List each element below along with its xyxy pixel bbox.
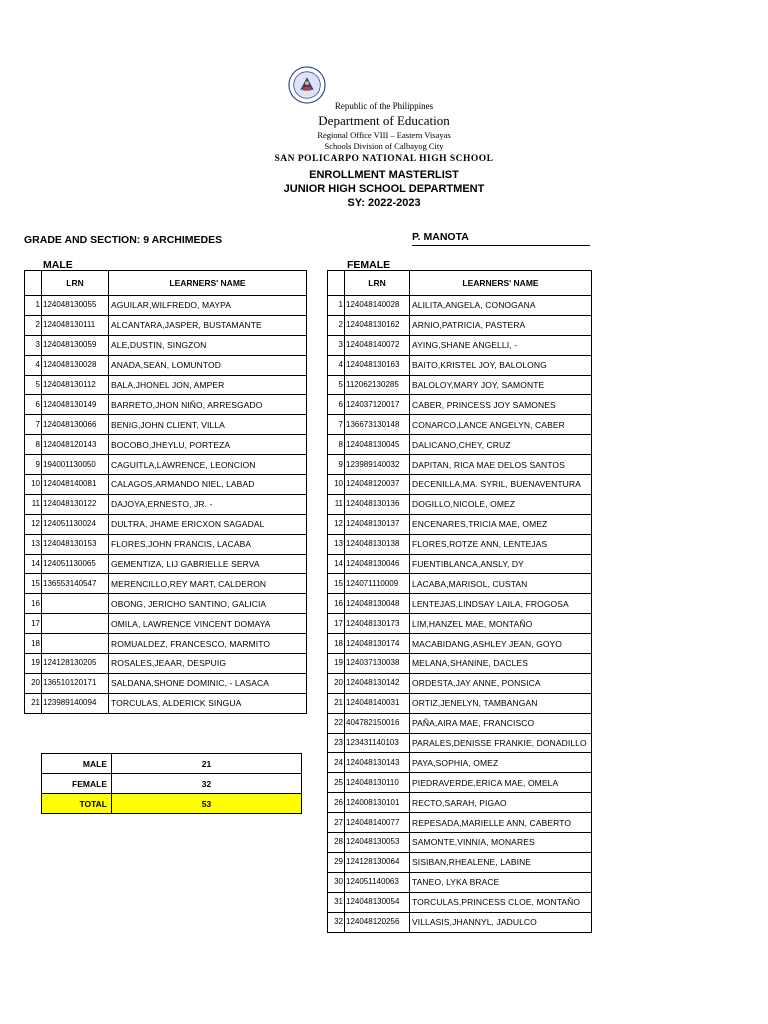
row-number: 8 — [328, 435, 345, 455]
row-number: 10 — [25, 475, 42, 495]
table-row — [25, 534, 307, 554]
row-number: 31 — [328, 892, 345, 912]
row-number: 22 — [328, 713, 345, 733]
table-row — [25, 574, 307, 594]
row-name: ENCENARES,TRICIA MAE, OMEZ — [410, 514, 592, 534]
row-number: 17 — [328, 614, 345, 634]
row-number: 20 — [25, 673, 42, 693]
name-header: LEARNERS' NAME — [109, 271, 307, 296]
row-number: 18 — [25, 634, 42, 654]
row-lrn: 124048140081 — [42, 475, 109, 495]
table-row — [328, 574, 592, 594]
row-lrn: 136510120171 — [42, 673, 109, 693]
table-row — [328, 375, 592, 395]
row-lrn: 124048130137 — [345, 514, 410, 534]
row-number: 11 — [328, 494, 345, 514]
table-row — [25, 335, 307, 355]
row-lrn: 124048130174 — [345, 634, 410, 654]
row-number: 4 — [328, 355, 345, 375]
row-name: ALE,DUSTIN, SINGZON — [109, 335, 307, 355]
row-name: ALILITA,ANGELA, CONOGANA — [410, 296, 592, 316]
table-row — [25, 673, 307, 693]
table-row — [328, 693, 592, 713]
row-number: 5 — [25, 375, 42, 395]
table-row — [328, 654, 592, 674]
row-name: OMILA, LAWRENCE VINCENT DOMAYA — [109, 614, 307, 634]
table-row — [25, 614, 307, 634]
row-number: 12 — [25, 514, 42, 534]
row-number: 7 — [25, 415, 42, 435]
row-name: TANEO, LYKA BRACE — [410, 872, 592, 892]
row-name: ANADA,SEAN, LOMUNTOD — [109, 355, 307, 375]
row-lrn: 124048140077 — [345, 813, 410, 833]
row-lrn: 136553140547 — [42, 574, 109, 594]
table-row — [25, 514, 307, 534]
row-name: LIM,HANZEL MAE, MONTAÑO — [410, 614, 592, 634]
male-count-label: MALE — [42, 754, 112, 774]
row-name: FUENTIBLANCA,ANSLY, DY — [410, 554, 592, 574]
row-lrn: 404782150016 — [345, 713, 410, 733]
row-name: CABER, PRINCESS JOY SAMONES — [410, 395, 592, 415]
row-lrn: 124048130028 — [42, 355, 109, 375]
row-number: 32 — [328, 912, 345, 932]
row-lrn: 124051130065 — [42, 554, 109, 574]
row-lrn: 123989140032 — [345, 455, 410, 475]
table-row — [25, 355, 307, 375]
deped-seal-icon — [288, 66, 326, 104]
row-number: 27 — [328, 813, 345, 833]
row-name: BAITO,KRISTEL JOY, BALOLONG — [410, 355, 592, 375]
table-header-row — [328, 271, 592, 296]
division-line: Schools Division of Calbayog City — [324, 141, 444, 151]
row-name: BENIG,JOHN CLIENT, VILLA — [109, 415, 307, 435]
row-lrn: 124048130059 — [42, 335, 109, 355]
row-name: LACABA,MARISOL, CUSTAN — [410, 574, 592, 594]
row-lrn: 124048130122 — [42, 494, 109, 514]
table-row — [328, 852, 592, 872]
table-row — [25, 375, 307, 395]
row-name: AYING,SHANE ANGELLI, - — [410, 335, 592, 355]
row-number: 3 — [328, 335, 345, 355]
row-name: FLORES,ROTZE ANN, LENTEJAS — [410, 534, 592, 554]
row-lrn: 123989140094 — [42, 693, 109, 713]
row-name: BALOLOY,MARY JOY, SAMONTE — [410, 375, 592, 395]
row-number: 14 — [25, 554, 42, 574]
row-number: 13 — [25, 534, 42, 554]
row-name: ALCANTARA,JASPER, BUSTAMANTE — [109, 315, 307, 335]
row-lrn: 124048130153 — [42, 534, 109, 554]
row-name: CALAGOS,ARMANDO NIEL, LABAD — [109, 475, 307, 495]
row-name: DOGILLO,NICOLE, OMEZ — [410, 494, 592, 514]
republic-line: Republic of the Philippines — [334, 101, 434, 111]
row-lrn: 124048130048 — [345, 594, 410, 614]
row-name: ROMUALDEZ, FRANCESCO, MARMITO — [109, 634, 307, 654]
row-number: 16 — [328, 594, 345, 614]
table-row — [328, 494, 592, 514]
row-lrn: 124048130143 — [345, 753, 410, 773]
table-row — [328, 355, 592, 375]
male-heading: MALE — [43, 259, 73, 271]
row-lrn: 124048130053 — [345, 833, 410, 853]
row-name: ORDESTA,JAY ANNE, PONSICA — [410, 673, 592, 693]
table-row — [328, 753, 592, 773]
row-lrn: 124051130024 — [42, 514, 109, 534]
row-lrn: 124128130064 — [345, 852, 410, 872]
row-name: BARRETO,JHON NIÑO, ARRESGADO — [109, 395, 307, 415]
table-row — [25, 693, 307, 713]
row-name: AGUILAR,WILFREDO, MAYPA — [109, 296, 307, 316]
table-row — [328, 634, 592, 654]
row-name: TORCULAS,PRINCESS CLOE, MONTAÑO — [410, 892, 592, 912]
row-name: DECENILLA,MA. SYRIL, BUENAVENTURA — [410, 475, 592, 495]
row-number: 17 — [25, 614, 42, 634]
row-lrn: 124048130112 — [42, 375, 109, 395]
row-number: 5 — [328, 375, 345, 395]
row-number: 29 — [328, 852, 345, 872]
row-lrn: 124037130038 — [345, 654, 410, 674]
row-lrn: 124037120017 — [345, 395, 410, 415]
row-name: MACABIDANG,ASHLEY JEAN, GOYO — [410, 634, 592, 654]
table-row — [328, 514, 592, 534]
row-name: ARNIO,PATRICIA, PASTERA — [410, 315, 592, 335]
row-lrn: 124048130138 — [345, 534, 410, 554]
table-row — [25, 455, 307, 475]
row-lrn: 124048120256 — [345, 912, 410, 932]
table-row — [328, 455, 592, 475]
table-row — [328, 793, 592, 813]
row-number: 25 — [328, 773, 345, 793]
table-row — [328, 773, 592, 793]
row-number: 18 — [328, 634, 345, 654]
row-number: 1 — [25, 296, 42, 316]
row-lrn: 123431140103 — [345, 733, 410, 753]
table-row — [25, 634, 307, 654]
table-row — [328, 296, 592, 316]
row-number: 9 — [25, 455, 42, 475]
lrn-header: LRN — [42, 271, 109, 296]
row-name: DAJOYA,ERNESTO, JR. - — [109, 494, 307, 514]
row-lrn — [42, 614, 109, 634]
row-number: 21 — [328, 693, 345, 713]
table-row — [25, 475, 307, 495]
row-name: OBONG, JERICHO SANTINO, GALICIA — [109, 594, 307, 614]
table-row — [25, 594, 307, 614]
row-lrn: 124048130149 — [42, 395, 109, 415]
row-number: 15 — [328, 574, 345, 594]
row-number: 12 — [328, 514, 345, 534]
row-lrn: 124048130163 — [345, 355, 410, 375]
table-row — [328, 534, 592, 554]
table-row — [328, 733, 592, 753]
row-lrn: 112062130285 — [345, 375, 410, 395]
region-line: Regional Office VIII – Eastern Visayas — [317, 130, 451, 140]
row-lrn: 124048130055 — [42, 296, 109, 316]
row-number: 2 — [328, 315, 345, 335]
row-lrn: 124051140063 — [345, 872, 410, 892]
row-number: 13 — [328, 534, 345, 554]
row-number: 28 — [328, 833, 345, 853]
row-number: 19 — [328, 654, 345, 674]
row-lrn: 124048130045 — [345, 435, 410, 455]
table-row — [25, 654, 307, 674]
row-lrn — [42, 594, 109, 614]
table-row — [328, 673, 592, 693]
department-line: Department of Education — [318, 113, 450, 128]
row-number: 26 — [328, 793, 345, 813]
row-name: SALDANA,SHONE DOMINIC, - LASACA — [109, 673, 307, 693]
table-row — [328, 614, 592, 634]
row-name: PARALES,DENISSE FRANKIE, DONADILLO — [410, 733, 592, 753]
summary-row-total — [42, 794, 302, 814]
row-lrn: 124048130111 — [42, 315, 109, 335]
row-lrn: 124048130136 — [345, 494, 410, 514]
table-row — [328, 813, 592, 833]
table-row — [25, 494, 307, 514]
row-name: DAPITAN, RICA MAE DELOS SANTOS — [410, 455, 592, 475]
male-count-value: 21 — [112, 754, 302, 774]
row-name: FLORES,JOHN FRANCIS, LACABA — [109, 534, 307, 554]
row-number: 6 — [25, 395, 42, 415]
table-row — [328, 475, 592, 495]
row-lrn: 124048140031 — [345, 693, 410, 713]
row-number: 21 — [25, 693, 42, 713]
row-name: GEMENTIZA, LIJ GABRIELLE SERVA — [109, 554, 307, 574]
male-table — [24, 270, 307, 714]
row-name: DULTRA, JHAME ERICXON SAGADAL — [109, 514, 307, 534]
row-name: MERENCILLO,REY MART, CALDERON — [109, 574, 307, 594]
row-number: 6 — [328, 395, 345, 415]
name-header: LEARNERS' NAME — [410, 271, 592, 296]
row-name: SISIBAN,RHEALENE, LABINE — [410, 852, 592, 872]
row-lrn: 124048140028 — [345, 296, 410, 316]
row-number: 23 — [328, 733, 345, 753]
row-lrn: 124128130205 — [42, 654, 109, 674]
row-number: 16 — [25, 594, 42, 614]
table-row — [328, 872, 592, 892]
table-row — [328, 912, 592, 932]
table-row — [328, 435, 592, 455]
table-row — [25, 415, 307, 435]
table-row — [328, 335, 592, 355]
table-row — [328, 395, 592, 415]
row-name: TORCULAS, ALDERICK SINGUA — [109, 693, 307, 713]
row-name: ORTIZ,JENELYN, TAMBANGAN — [410, 693, 592, 713]
row-name: LENTEJAS,LINDSAY LAILA, FROGOSA — [410, 594, 592, 614]
row-number: 3 — [25, 335, 42, 355]
summary-table — [41, 753, 302, 814]
table-row — [328, 415, 592, 435]
row-lrn: 136673130148 — [345, 415, 410, 435]
row-name: DALICANO,CHEY, CRUZ — [410, 435, 592, 455]
adviser-name: P. MANOTA — [412, 231, 590, 246]
row-number: 24 — [328, 753, 345, 773]
table-row — [25, 395, 307, 415]
row-name: SAMONTE,VINNIA, MONARES — [410, 833, 592, 853]
row-number: 1 — [328, 296, 345, 316]
female-table — [327, 270, 592, 933]
row-lrn: 124048130173 — [345, 614, 410, 634]
row-name: PAÑA,AIRA MAE, FRANCISCO — [410, 713, 592, 733]
row-lrn: 124048130162 — [345, 315, 410, 335]
row-lrn — [42, 634, 109, 654]
grade-section: GRADE AND SECTION: 9 ARCHIMEDES — [24, 234, 223, 246]
row-number: 15 — [25, 574, 42, 594]
row-lrn: 124048130066 — [42, 415, 109, 435]
row-number: 2 — [25, 315, 42, 335]
lrn-header: LRN — [345, 271, 410, 296]
row-name: BALA,JHONEL JON, AMPER — [109, 375, 307, 395]
total-count-label: TOTAL — [42, 794, 112, 814]
row-number: 30 — [328, 872, 345, 892]
row-name: BOCOBO,JHEYLU, PORTEZA — [109, 435, 307, 455]
row-name: PIEDRAVERDE,ERICA MAE, OMELA — [410, 773, 592, 793]
row-lrn: 124048120143 — [42, 435, 109, 455]
row-name: REPESADA,MARIELLE ANN, CABERTO — [410, 813, 592, 833]
table-row — [25, 554, 307, 574]
row-number: 7 — [328, 415, 345, 435]
row-lrn: 194001130050 — [42, 455, 109, 475]
row-lrn: 124048120037 — [345, 475, 410, 495]
female-heading: FEMALE — [347, 259, 391, 271]
row-number: 10 — [328, 475, 345, 495]
table-row — [328, 554, 592, 574]
table-row — [25, 296, 307, 316]
row-name: PAYA,SOPHIA, OMEZ — [410, 753, 592, 773]
row-name: VILLASIS,JHANNYL, JADULCO — [410, 912, 592, 932]
row-lrn: 124048130142 — [345, 673, 410, 693]
table-header-row — [25, 271, 307, 296]
total-count-value: 53 — [112, 794, 302, 814]
school-name: SAN POLICARPO NATIONAL HIGH SCHOOL — [274, 154, 494, 164]
row-number: 8 — [25, 435, 42, 455]
table-row — [25, 435, 307, 455]
row-number: 14 — [328, 554, 345, 574]
row-name: CAGUITLA,LAWRENCE, LEONCION — [109, 455, 307, 475]
female-count-label: FEMALE — [42, 774, 112, 794]
table-row — [328, 892, 592, 912]
summary-row-female — [42, 774, 302, 794]
female-count-value: 32 — [112, 774, 302, 794]
table-row — [328, 594, 592, 614]
row-number: 19 — [25, 654, 42, 674]
row-name: RECTO,SARAH, PIGAO — [410, 793, 592, 813]
row-lrn: 124071110009 — [345, 574, 410, 594]
row-number: 4 — [25, 355, 42, 375]
row-number: 11 — [25, 494, 42, 514]
row-name: CONARCO,LANCE ANGELYN, CABER — [410, 415, 592, 435]
row-number: 20 — [328, 673, 345, 693]
row-lrn: 124048130046 — [345, 554, 410, 574]
row-lrn: 124048130110 — [345, 773, 410, 793]
row-number: 9 — [328, 455, 345, 475]
school-year: SY: 2022-2023 — [347, 197, 421, 209]
row-lrn: 124048140072 — [345, 335, 410, 355]
row-name: MELANA,SHANINE, DACLES — [410, 654, 592, 674]
table-row — [25, 315, 307, 335]
row-name: ROSALES,JEAAR, DESPUIG — [109, 654, 307, 674]
table-row — [328, 833, 592, 853]
table-row — [328, 713, 592, 733]
page-title: ENROLLMENT MASTERLIST — [309, 169, 459, 181]
row-lrn: 124008130101 — [345, 793, 410, 813]
row-lrn: 124048130054 — [345, 892, 410, 912]
summary-row-male — [42, 754, 302, 774]
department-title: JUNIOR HIGH SCHOOL DEPARTMENT — [283, 183, 485, 195]
table-row — [328, 315, 592, 335]
